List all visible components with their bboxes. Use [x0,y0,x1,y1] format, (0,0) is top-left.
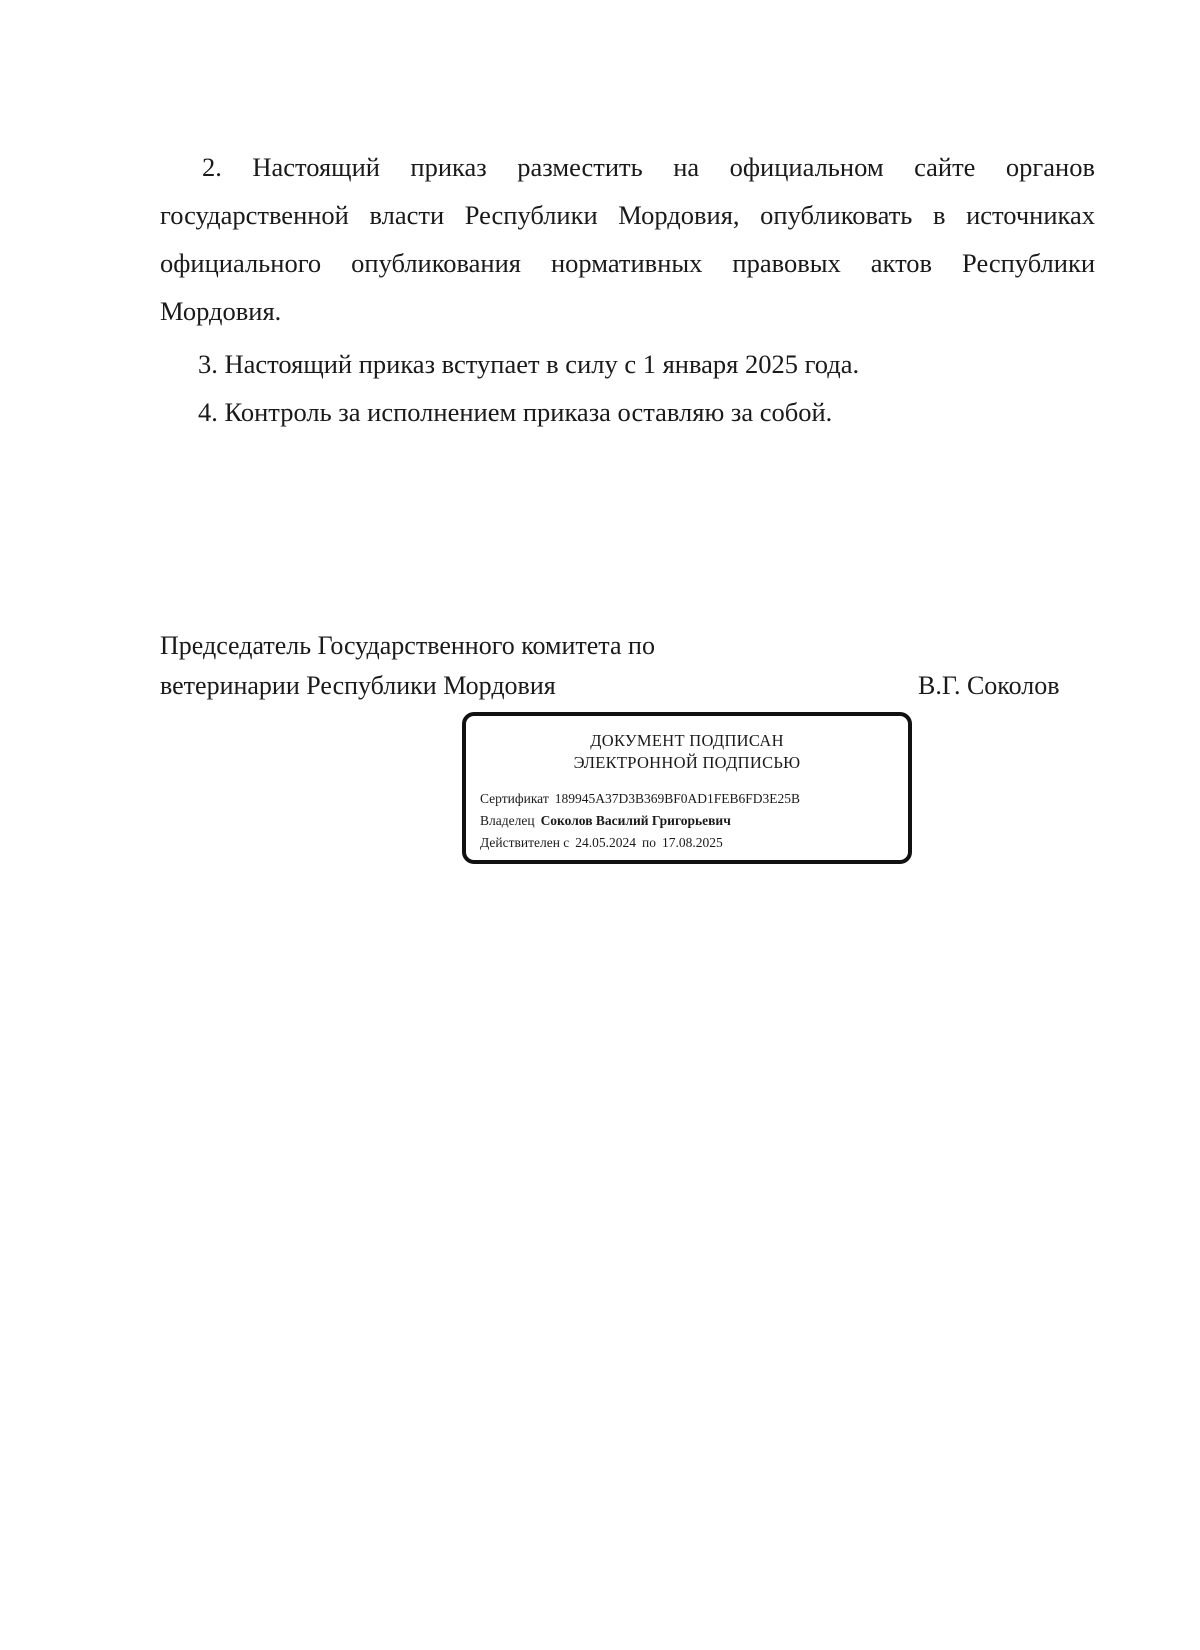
stamp-valid-from: 24.05.2024 [575,835,637,850]
signer-position-line-2: ветеринарии Республики Мордовия [160,671,556,700]
signer-name: В.Г. Соколов [918,671,1060,700]
paragraph-3-effective-date: 3. Настоящий приказ вступает в силу с 1 января 2025 года. [198,349,860,379]
stamp-owner-label: Владелец [480,813,535,828]
paragraph-4-control: 4. Контроль за исполнением приказа оставляю за собой. [198,397,833,427]
signer-position-line-1: Председатель Государственного комитета по [160,631,655,660]
stamp-certificate-row [480,790,800,808]
stamp-valid-to: 17.08.2025 [662,835,723,850]
stamp-certificate-label: Сертификат [480,791,549,806]
stamp-valid-label: Действителен с [480,835,570,850]
stamp-valid-to-label: по [642,835,657,850]
paragraph-2-publication: 2. Настоящий приказ разместить на официальном сайте органов государственной власти Республики Мордовия, опубликовать в источниках официального опубликования нормативных правовых актов Республики Мордовия. [160,152,1095,326]
stamp-heading-line-1: ДОКУМЕНТ ПОДПИСАН [590,731,784,750]
stamp-owner-row [480,812,731,830]
stamp-certificate-value: 189945A37D3B369BF0AD1FEB6FD3E25B [554,791,801,806]
stamp-heading-line-2: ЭЛЕКТРОННОЙ ПОДПИСЬЮ [573,753,801,772]
stamp-validity-row [480,834,723,852]
electronic-signature-stamp [462,712,912,864]
stamp-owner-value: Соколов Василий Григорьевич [540,813,731,828]
